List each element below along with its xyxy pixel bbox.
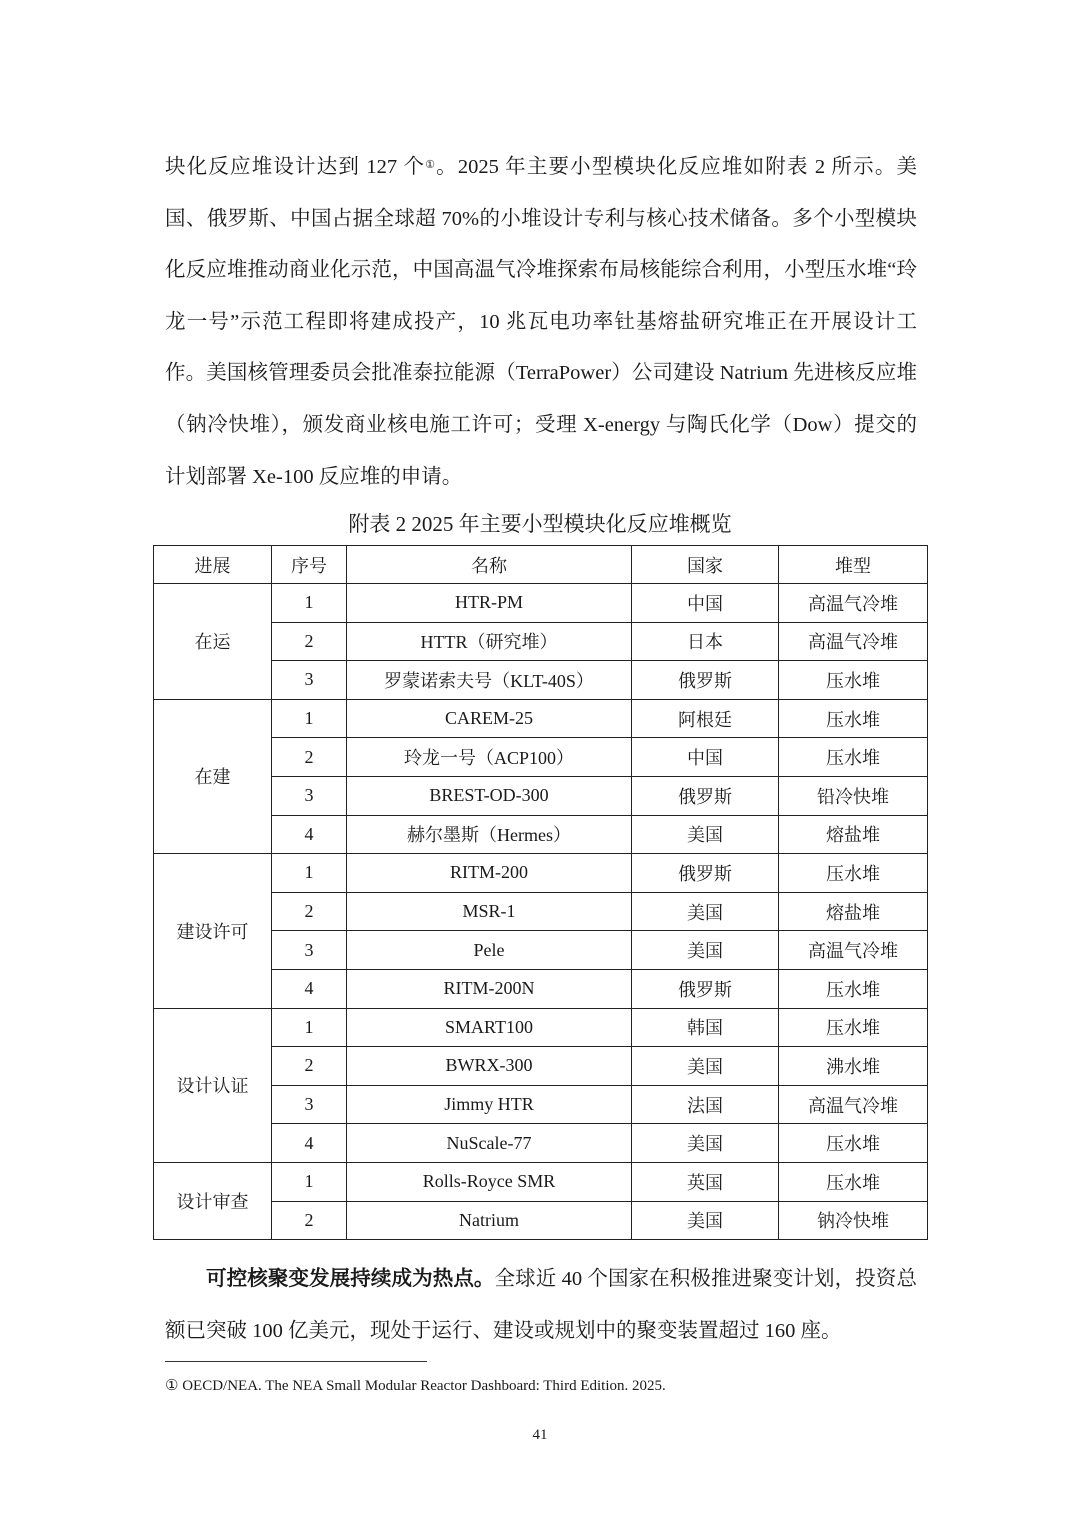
- country-cell: 韩国: [632, 1008, 779, 1047]
- type-cell: 压水堆: [779, 969, 928, 1008]
- table-row: [154, 854, 928, 893]
- type-cell: 高温气冷堆: [779, 931, 928, 970]
- body-paragraph-1: [165, 142, 917, 503]
- table-body: [154, 584, 928, 1240]
- type-cell: 熔盐堆: [779, 815, 928, 854]
- number-cell: 2: [272, 1201, 347, 1240]
- country-cell: 美国: [632, 1047, 779, 1086]
- name-cell: Rolls-Royce SMR: [347, 1162, 632, 1201]
- table-row: [154, 699, 928, 738]
- country-cell: 美国: [632, 931, 779, 970]
- number-cell: 1: [272, 699, 347, 738]
- country-cell: 法国: [632, 1085, 779, 1124]
- name-cell: MSR-1: [347, 892, 632, 931]
- country-cell: 英国: [632, 1162, 779, 1201]
- type-cell: 沸水堆: [779, 1047, 928, 1086]
- name-cell: RITM-200N: [347, 969, 632, 1008]
- type-cell: 铅冷快堆: [779, 776, 928, 815]
- country-cell: 美国: [632, 1201, 779, 1240]
- type-cell: 压水堆: [779, 738, 928, 777]
- name-cell: BWRX-300: [347, 1047, 632, 1086]
- name-cell: Jimmy HTR: [347, 1085, 632, 1124]
- stage-cell: 在运: [154, 584, 272, 700]
- name-cell: Natrium: [347, 1201, 632, 1240]
- country-cell: 美国: [632, 1124, 779, 1163]
- name-cell: SMART100: [347, 1008, 632, 1047]
- name-cell: CAREM-25: [347, 699, 632, 738]
- country-cell: 俄罗斯: [632, 776, 779, 815]
- type-cell: 熔盐堆: [779, 892, 928, 931]
- type-cell: 钠冷快堆: [779, 1201, 928, 1240]
- name-cell: Pele: [347, 931, 632, 970]
- header-stage: 进展: [154, 546, 272, 584]
- paragraph-text: 块化反应堆设计达到 127 个: [165, 156, 426, 178]
- table-row: [154, 1162, 928, 1201]
- country-cell: 俄罗斯: [632, 661, 779, 700]
- name-cell: 玲龙一号（ACP100）: [347, 738, 632, 777]
- table-caption: 附表 2 2025 年主要小型模块化反应堆概览: [348, 512, 732, 536]
- type-cell: 压水堆: [779, 1008, 928, 1047]
- number-cell: 3: [272, 776, 347, 815]
- type-cell: 压水堆: [779, 1162, 928, 1201]
- footnote-reference[interactable]: ①: [425, 159, 437, 171]
- type-cell: 压水堆: [779, 699, 928, 738]
- number-cell: 3: [272, 931, 347, 970]
- type-cell: 高温气冷堆: [779, 1085, 928, 1124]
- country-cell: 中国: [632, 584, 779, 623]
- country-cell: 日本: [632, 622, 779, 661]
- number-cell: 1: [272, 1162, 347, 1201]
- name-cell: RITM-200: [347, 854, 632, 893]
- name-cell: HTTR（研究堆）: [347, 622, 632, 661]
- number-cell: 3: [272, 1085, 347, 1124]
- footnote-divider: [165, 1361, 427, 1362]
- name-cell: 赫尔墨斯（Hermes）: [347, 815, 632, 854]
- number-cell: 1: [272, 584, 347, 623]
- paragraph-lead: 可控核聚变发展持续成为热点。: [206, 1268, 495, 1290]
- table-header-row: [154, 546, 928, 584]
- header-number: 序号: [272, 546, 347, 584]
- type-cell: 压水堆: [779, 1124, 928, 1163]
- stage-cell: 在建: [154, 699, 272, 853]
- name-cell: BREST-OD-300: [347, 776, 632, 815]
- number-cell: 2: [272, 622, 347, 661]
- type-cell: 高温气冷堆: [779, 622, 928, 661]
- type-cell: 压水堆: [779, 661, 928, 700]
- country-cell: 美国: [632, 815, 779, 854]
- table-row: [154, 584, 928, 623]
- number-cell: 4: [272, 1124, 347, 1163]
- country-cell: 阿根廷: [632, 699, 779, 738]
- number-cell: 3: [272, 661, 347, 700]
- number-cell: 2: [272, 738, 347, 777]
- number-cell: 1: [272, 854, 347, 893]
- name-cell: 罗蒙诺索夫号（KLT-40S）: [347, 661, 632, 700]
- number-cell: 4: [272, 815, 347, 854]
- table-row: [154, 1008, 928, 1047]
- number-cell: 2: [272, 892, 347, 931]
- type-cell: 高温气冷堆: [779, 584, 928, 623]
- paragraph-text: 。2025 年主要小型模块化反应堆如附表 2 所示。美国、俄罗斯、中国占据全球超 70%的小堆设计专利与核心技术储备。多个小型模块化反应堆推动商业化示范，中国高温气冷堆探索布局核能综合利用，小型压水堆“玲龙一号”示范工程即将建成投产，10 兆瓦电功率钍基熔盐研究堆正在开展设计工作。美国核管理委员会批准泰拉能源（TerraPower）公司建设 Natrium 先进核反应堆（钠冷快堆），颁发商业核电施工许可；受理 X-energy 与陶氏化学（Dow）提交的计划部署 Xe-100 反应堆的申请。: [165, 156, 918, 488]
- country-cell: 俄罗斯: [632, 969, 779, 1008]
- country-cell: 美国: [632, 892, 779, 931]
- number-cell: 4: [272, 969, 347, 1008]
- footnote: ① OECD/NEA. The NEA Small Modular Reactor Dashboard: Third Edition. 2025.: [165, 1378, 666, 1394]
- page-number: 41: [532, 1427, 548, 1443]
- reactor-table: [153, 545, 928, 1240]
- name-cell: HTR-PM: [347, 584, 632, 623]
- country-cell: 俄罗斯: [632, 854, 779, 893]
- name-cell: NuScale-77: [347, 1124, 632, 1163]
- paragraph-text: 全球近 40 个国家在积极推进聚变计划，投资总额已突破 100 亿美元，现处于运行、建设或规划中的聚变装置超过 160 座。: [165, 1268, 918, 1342]
- number-cell: 1: [272, 1008, 347, 1047]
- stage-cell: 设计审查: [154, 1162, 272, 1239]
- stage-cell: 设计认证: [154, 1008, 272, 1162]
- stage-cell: 建设许可: [154, 854, 272, 1008]
- number-cell: 2: [272, 1047, 347, 1086]
- country-cell: 中国: [632, 738, 779, 777]
- header-name: 名称: [347, 546, 632, 584]
- header-country: 国家: [632, 546, 779, 584]
- body-paragraph-2: [165, 1254, 917, 1357]
- type-cell: 压水堆: [779, 854, 928, 893]
- header-type: 堆型: [779, 546, 928, 584]
